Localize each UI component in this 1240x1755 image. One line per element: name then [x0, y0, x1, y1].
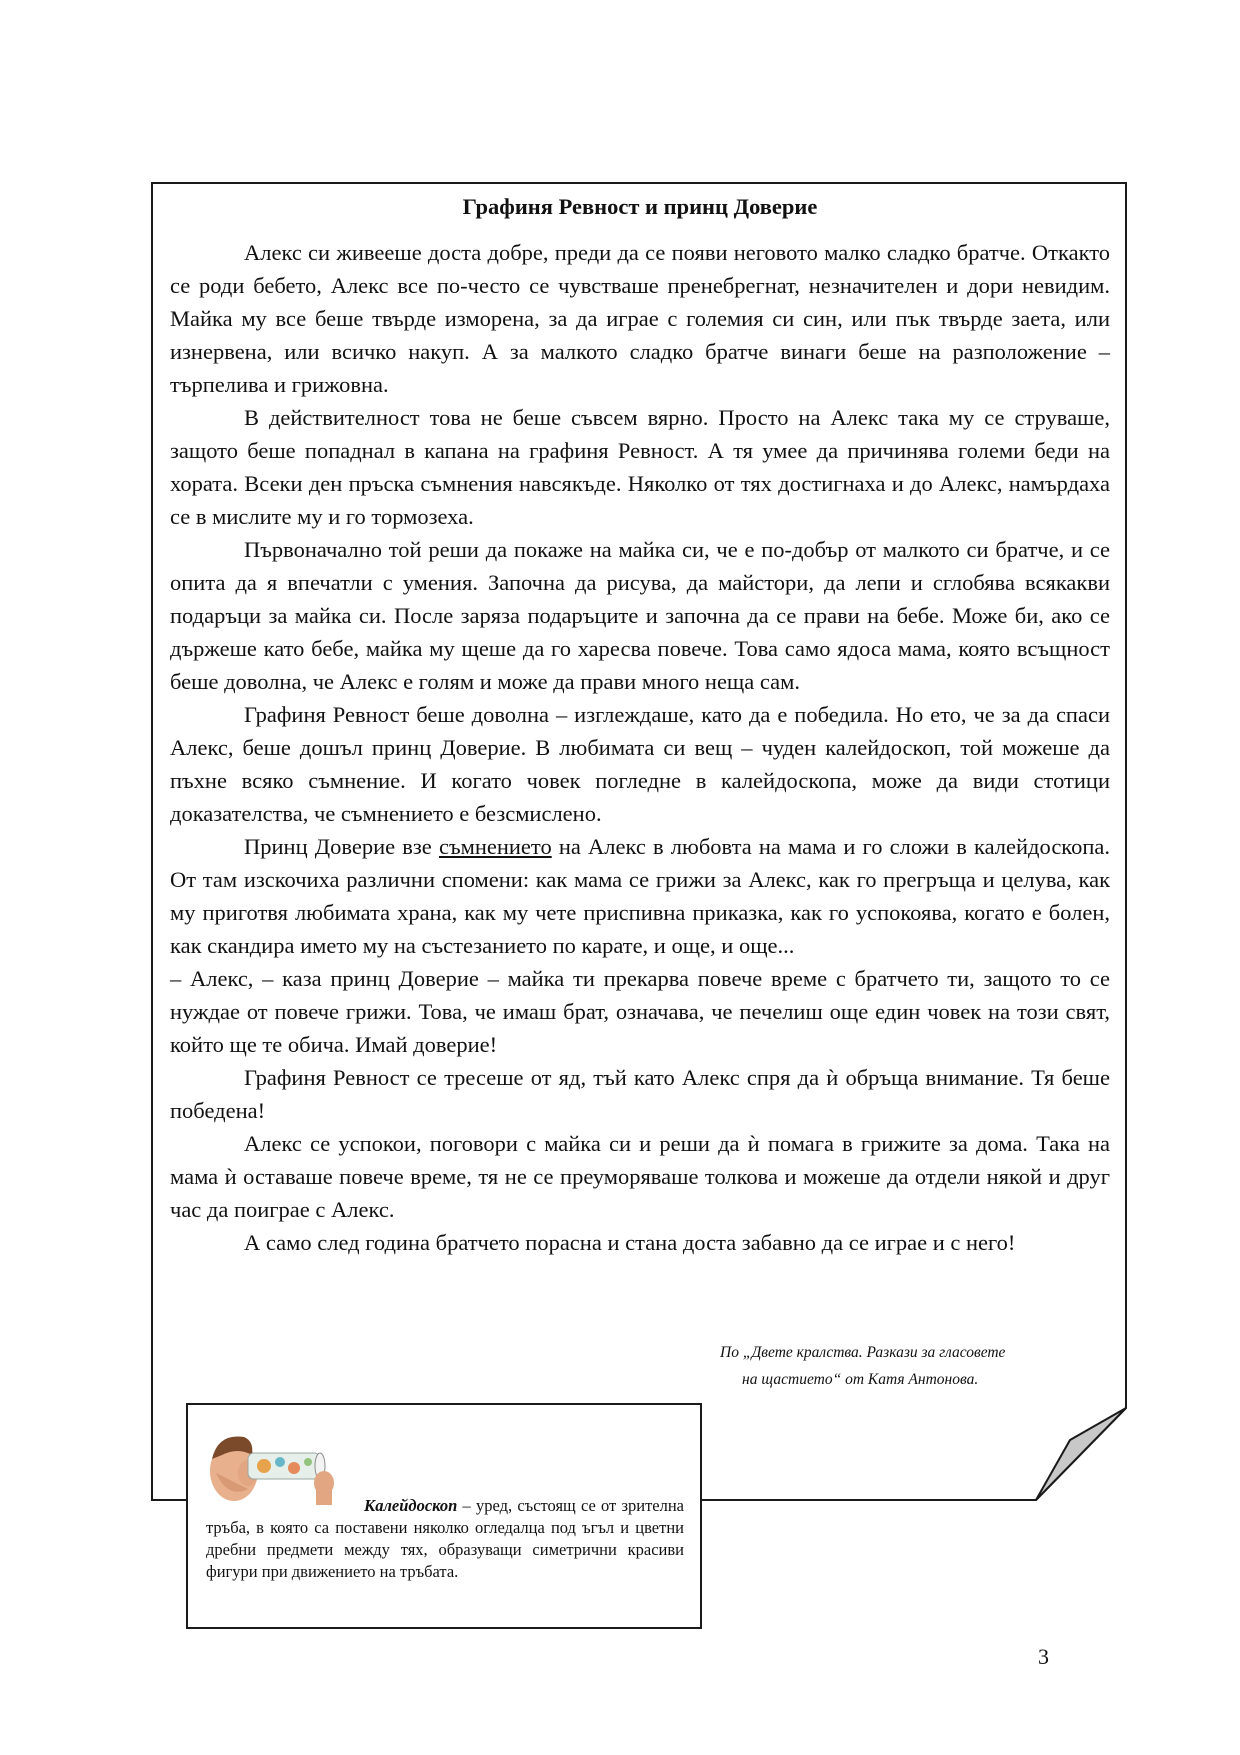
story-title: Графиня Ревност и принц Доверие: [462, 194, 818, 219]
story-paragraph: Графиня Ревност се тресеше от яд, тъй като Алекс спря да ѝ обръща внимание. Тя беше победена!: [170, 1065, 1110, 1123]
glossary-definition: [206, 1495, 684, 1583]
glossary-definition-text: – уред, състоящ се от зрителна тръба, в която са поставени няколко огледалца под ъгъл и цветни дребни предмети между тях, образуващи симетрични красиви фигури при движението на тръбата.: [206, 1496, 684, 1581]
page-number: 3: [1038, 1644, 1049, 1669]
dialog-paragraph: – Алекс, – каза принц Доверие – майка ти прекарва повече време с братчето ти, защото то се нуждае от повече грижи. Това, че имаш брат, означава, че печелиш още един човек на този свят, който ще те обича. Имай доверие!: [170, 966, 1110, 1057]
story-paragraph: В действителност това не беше съвсем вярно. Просто на Алекс така му се струваше, защото беше попаднал в капана на графиня Ревност. А тя умее да причинява големи беди на хората. Всеки ден пръска съмнения навсякъде. Няколко от тях достигнаха и до Алекс, намърдаха се в мислите му и го тормозеха.: [170, 405, 1110, 529]
folded-corner: [1036, 1408, 1126, 1500]
glossary-term: Калейдоскоп: [364, 1496, 458, 1515]
story-paragraph: Алекс се успокои, поговори с майка си и реши да ѝ помага в грижите за дома. Така на мама ѝ оставаше повече време, тя не се преуморяваше толкова и можеше да отдели някой и друг час да поиграе с Алекс.: [170, 1131, 1110, 1222]
story: [170, 190, 1110, 1259]
source-attribution: [720, 1339, 1100, 1393]
story-body: [170, 236, 1110, 1259]
child-with-kaleidoscope-illustration: [208, 1429, 348, 1505]
source-line: на щастието“ от Катя Антонова.: [742, 1371, 979, 1388]
paragraph-text: на Алекс в любовта на мама и го сложи в калейдоскопа. От там изскочиха различни спомени: как мама се грижи за Алекс, как го прегръща и целува, как му приготвя любимата храна, как му чете приспивна приказка, как го успокоява, когато е болен, как скандира името му на състезанието по карате, и още, и още...: [170, 834, 1110, 958]
story-paragraph: Алекс си живееше доста добре, преди да се появи неговото малко сладко братче. Откакто се роди бебето, Алекс все по-често се чувстваше пренебрегнат, незначителен и дори невидим. Майка му все беше твърде изморена, за да играе с големия си син, или пък твърде заета, или изнервена, или всичко накуп. А за малкото сладко братче винаги беше на разположение – търпелива и грижовна.: [170, 240, 1110, 397]
source-line: По „Двете кралства. Разкази за гласовете: [720, 1344, 1006, 1361]
story-paragraph: [170, 830, 1110, 962]
story-paragraph: А само след година братчето порасна и стана доста забавно да се играе и с него!: [244, 1230, 1016, 1255]
story-paragraph: Графиня Ревност беше доволна – изглеждаше, като да е победила. Но ето, че за да спаси Алекс, беше дошъл принц Доверие. В любимата си вещ – чуден калейдоскоп, той можеше да пъхне всяко съмнение. И когато човек погледне в калейдоскопа, може да види стотици доказателства, че съмнението е безсмислено.: [170, 702, 1110, 826]
paragraph-text: Принц Доверие взе: [244, 834, 439, 859]
story-paragraph: Първоначално той реши да покаже на майка си, че е по-добър от малкото си братче, и се опита да я впечатли с умения. Започна да рисува, да майстори, да лепи и сглобява всякакви подаръци за майка си. После заряза подаръците и започна да се прави на бебе. Може би, ако се държеше като бебе, майка му щеше да го харесва повече. Това само ядоса мама, която всъщност беше доволна, че Алекс е голям и може да прави много неща сам.: [170, 537, 1110, 694]
underlined-word: съмнението: [438, 834, 552, 859]
glossary-box: [186, 1403, 702, 1629]
